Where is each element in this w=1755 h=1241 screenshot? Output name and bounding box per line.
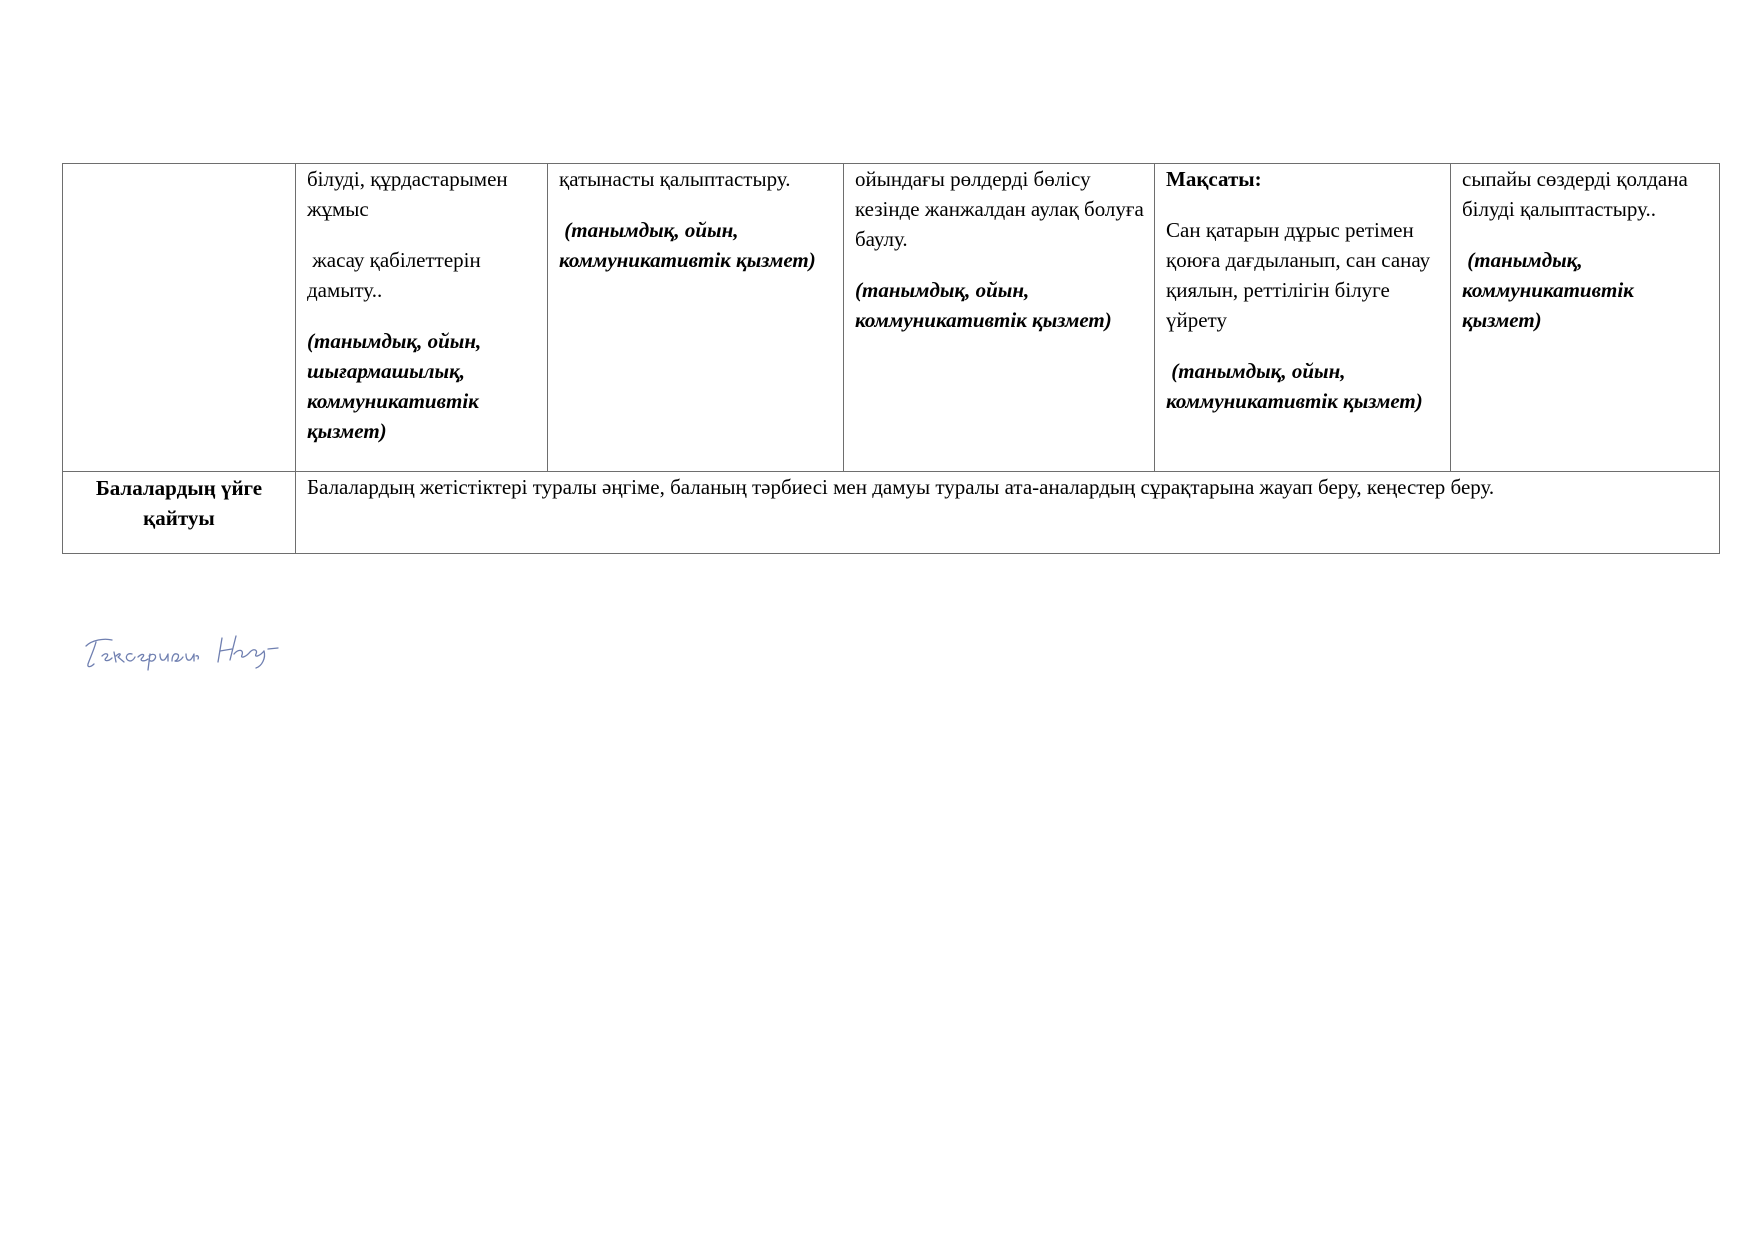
table-cell: Балалардың жетістіктері туралы әңгіме, баланың тәрбиесі мен дамуы туралы ата-аналардың сұрақтарына жауап беру, кеңестер беру. bbox=[296, 472, 1720, 554]
activity-types: (танымдық, коммуникативтік қызмет) bbox=[1462, 248, 1640, 332]
cell-text: жасау қабілеттерін дамыту.. bbox=[307, 248, 487, 302]
table-cell bbox=[1451, 164, 1720, 472]
activity-types: (танымдық, ойын, коммуникативтік қызмет) bbox=[559, 218, 816, 272]
cell-text: сыпайы сөздерді қолдана білуді қалыптастыру.. bbox=[1462, 167, 1688, 221]
table-cell bbox=[296, 164, 548, 472]
row-label-cell: Балалардың үйге қайтуы bbox=[63, 472, 296, 554]
activity-types: (танымдық, ойын, коммуникативтік қызмет) bbox=[1166, 359, 1423, 413]
handwritten-signature bbox=[82, 624, 302, 684]
plan-table bbox=[62, 163, 1720, 554]
table-cell bbox=[844, 164, 1155, 472]
signature-icon bbox=[82, 624, 302, 684]
activity-types: (танымдық, ойын, коммуникативтік қызмет) bbox=[855, 278, 1112, 332]
table-cell bbox=[548, 164, 844, 472]
table-cell bbox=[1155, 164, 1451, 472]
goal-heading: Мақсаты: bbox=[1166, 167, 1262, 191]
cell-text: Сан қатарын дұрыс ретімен қоюға дағдыланып, сан санау қиялын, реттілігін білуге үйрету bbox=[1166, 218, 1431, 332]
row-label-cell bbox=[63, 164, 296, 472]
cell-text: білуді, құрдастарымен жұмыс bbox=[307, 167, 508, 221]
cell-text: ойындағы рөлдерді бөлісу кезінде жанжалдан аулақ болуға баулу. bbox=[855, 167, 1144, 251]
table-row bbox=[63, 472, 1720, 554]
activity-types: (танымдық, ойын, шығармашылық, коммуникативтік қызмет) bbox=[307, 329, 482, 443]
cell-text: қатынасты қалыптастыру. bbox=[559, 167, 791, 191]
table-row bbox=[63, 164, 1720, 472]
